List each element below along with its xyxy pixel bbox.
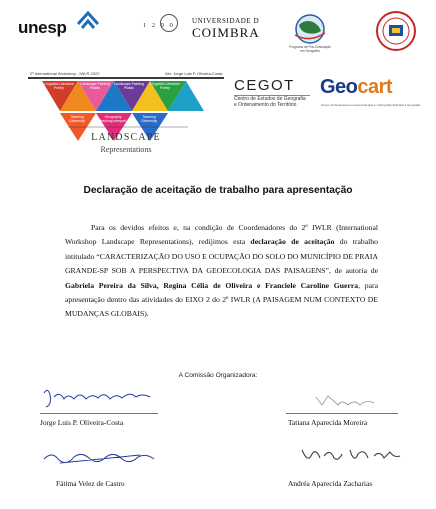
geocart-subtitle: Grupo de Pesquisa em Geotecnologias e Cartografia Aplicada à Geografia xyxy=(321,103,421,107)
signatory-2-name: Tatiana Aparecida Moreira xyxy=(288,418,368,427)
landscape-label: LANDSCAPE xyxy=(91,132,161,143)
triangle-label-5: Teaching Citizenship xyxy=(68,115,86,123)
geography-program-logo-icon xyxy=(289,13,331,45)
geocart-logo-text xyxy=(320,76,392,99)
unesp-mark-icon xyxy=(76,10,100,32)
triangle-label-3: Linguistic Literature Poetry xyxy=(150,82,180,90)
unesp-logo-text: unesp xyxy=(18,18,67,37)
paragraph-bold-authors: Gabriela Pereira da Silva, Regina Célia de Oliveira e Franciele Caroline Guerra xyxy=(65,280,359,290)
declaration-paragraph xyxy=(65,221,378,322)
triangle-label-4: Landscape Painting Plastic xyxy=(114,82,144,90)
representations-label: Representations xyxy=(100,145,152,154)
coimbra-line-1: UNIVERSIDADE D xyxy=(192,17,260,25)
geography-program-caption: Programa de Pós-Graduação em Geografia xyxy=(289,45,331,53)
signature-fatima-icon xyxy=(40,447,158,469)
cegot-logo-text: CEGOT xyxy=(234,77,295,94)
triangle-label-1: Linguistic Literature Poetry xyxy=(44,82,74,90)
signature-tatiana-icon xyxy=(314,393,376,409)
signature-andrea-icon xyxy=(298,444,404,468)
signature-line-2 xyxy=(286,413,398,414)
geocart-logo-part-1: Geo xyxy=(320,76,358,98)
geocart-logo-part-2: cart xyxy=(357,76,393,98)
coimbra-line-2: COIMBRA xyxy=(192,25,260,40)
cegot-subtitle-line-1: Centro de Estudos de Geografia xyxy=(234,96,306,102)
paragraph-bold-acceptance: declaração de aceitação xyxy=(250,237,335,247)
workshop-author: Abr. Jorge Luis P. Oliveira-Costa xyxy=(165,71,223,76)
document-title: Declaração de aceitação de trabalho para apresentação xyxy=(83,185,353,196)
coimbra-founding-year: 1 2 9 0 xyxy=(143,22,175,29)
workshop-edition: 2º International Workshop - IWLR 2022 xyxy=(30,71,100,76)
triangle-label-7: Teaching Citizenship xyxy=(140,115,158,123)
paragraph-part-1: Para os devidos efeitos e, na condição de Coordenadores do 2º IWLR (International Workshop Landscape Representations), redijimos esta xyxy=(65,223,378,247)
signatory-4-name: Andréa Aparecida Zacharias xyxy=(288,479,373,488)
cegot-subtitle-line-2: e Ordenamento do Território xyxy=(234,102,297,109)
triangle-label-6: Geography Teaching Interpret. xyxy=(98,115,128,123)
cegot-subtitle xyxy=(234,96,306,109)
coimbra-seal-icon xyxy=(160,14,178,32)
signatory-1-name: Jorge Luis P. Oliveira-Costa xyxy=(40,418,124,427)
signature-jorge-icon xyxy=(40,385,158,411)
commission-label: A Comissão Organizadora: xyxy=(178,372,258,379)
signature-line-1 xyxy=(40,413,158,414)
triangle-label-2: Landscape Painting Plastic xyxy=(80,82,110,90)
university-seal-icon xyxy=(375,10,417,52)
paragraph-part-2: do trabalho intitulado “CARACTERIZAÇÃO DO USO E OCUPAÇÃO DO SOLO DO MUNICÍPIO DE PRAIA GRANDE-SP SOB A PERSPECTIVA DA GEOECOLOGIA DAS PAISAGENS”, de autoria de xyxy=(65,237,378,276)
paragraph-part-3: , para apresentação dentro das atividades do EIXO 2 do 2º IWLR (A PAISAGEM NUM CONTEXTO DE MUDANÇAS GLOBAIS). xyxy=(65,280,378,319)
signatory-3-name: Fátima Velez de Castro xyxy=(56,479,125,488)
